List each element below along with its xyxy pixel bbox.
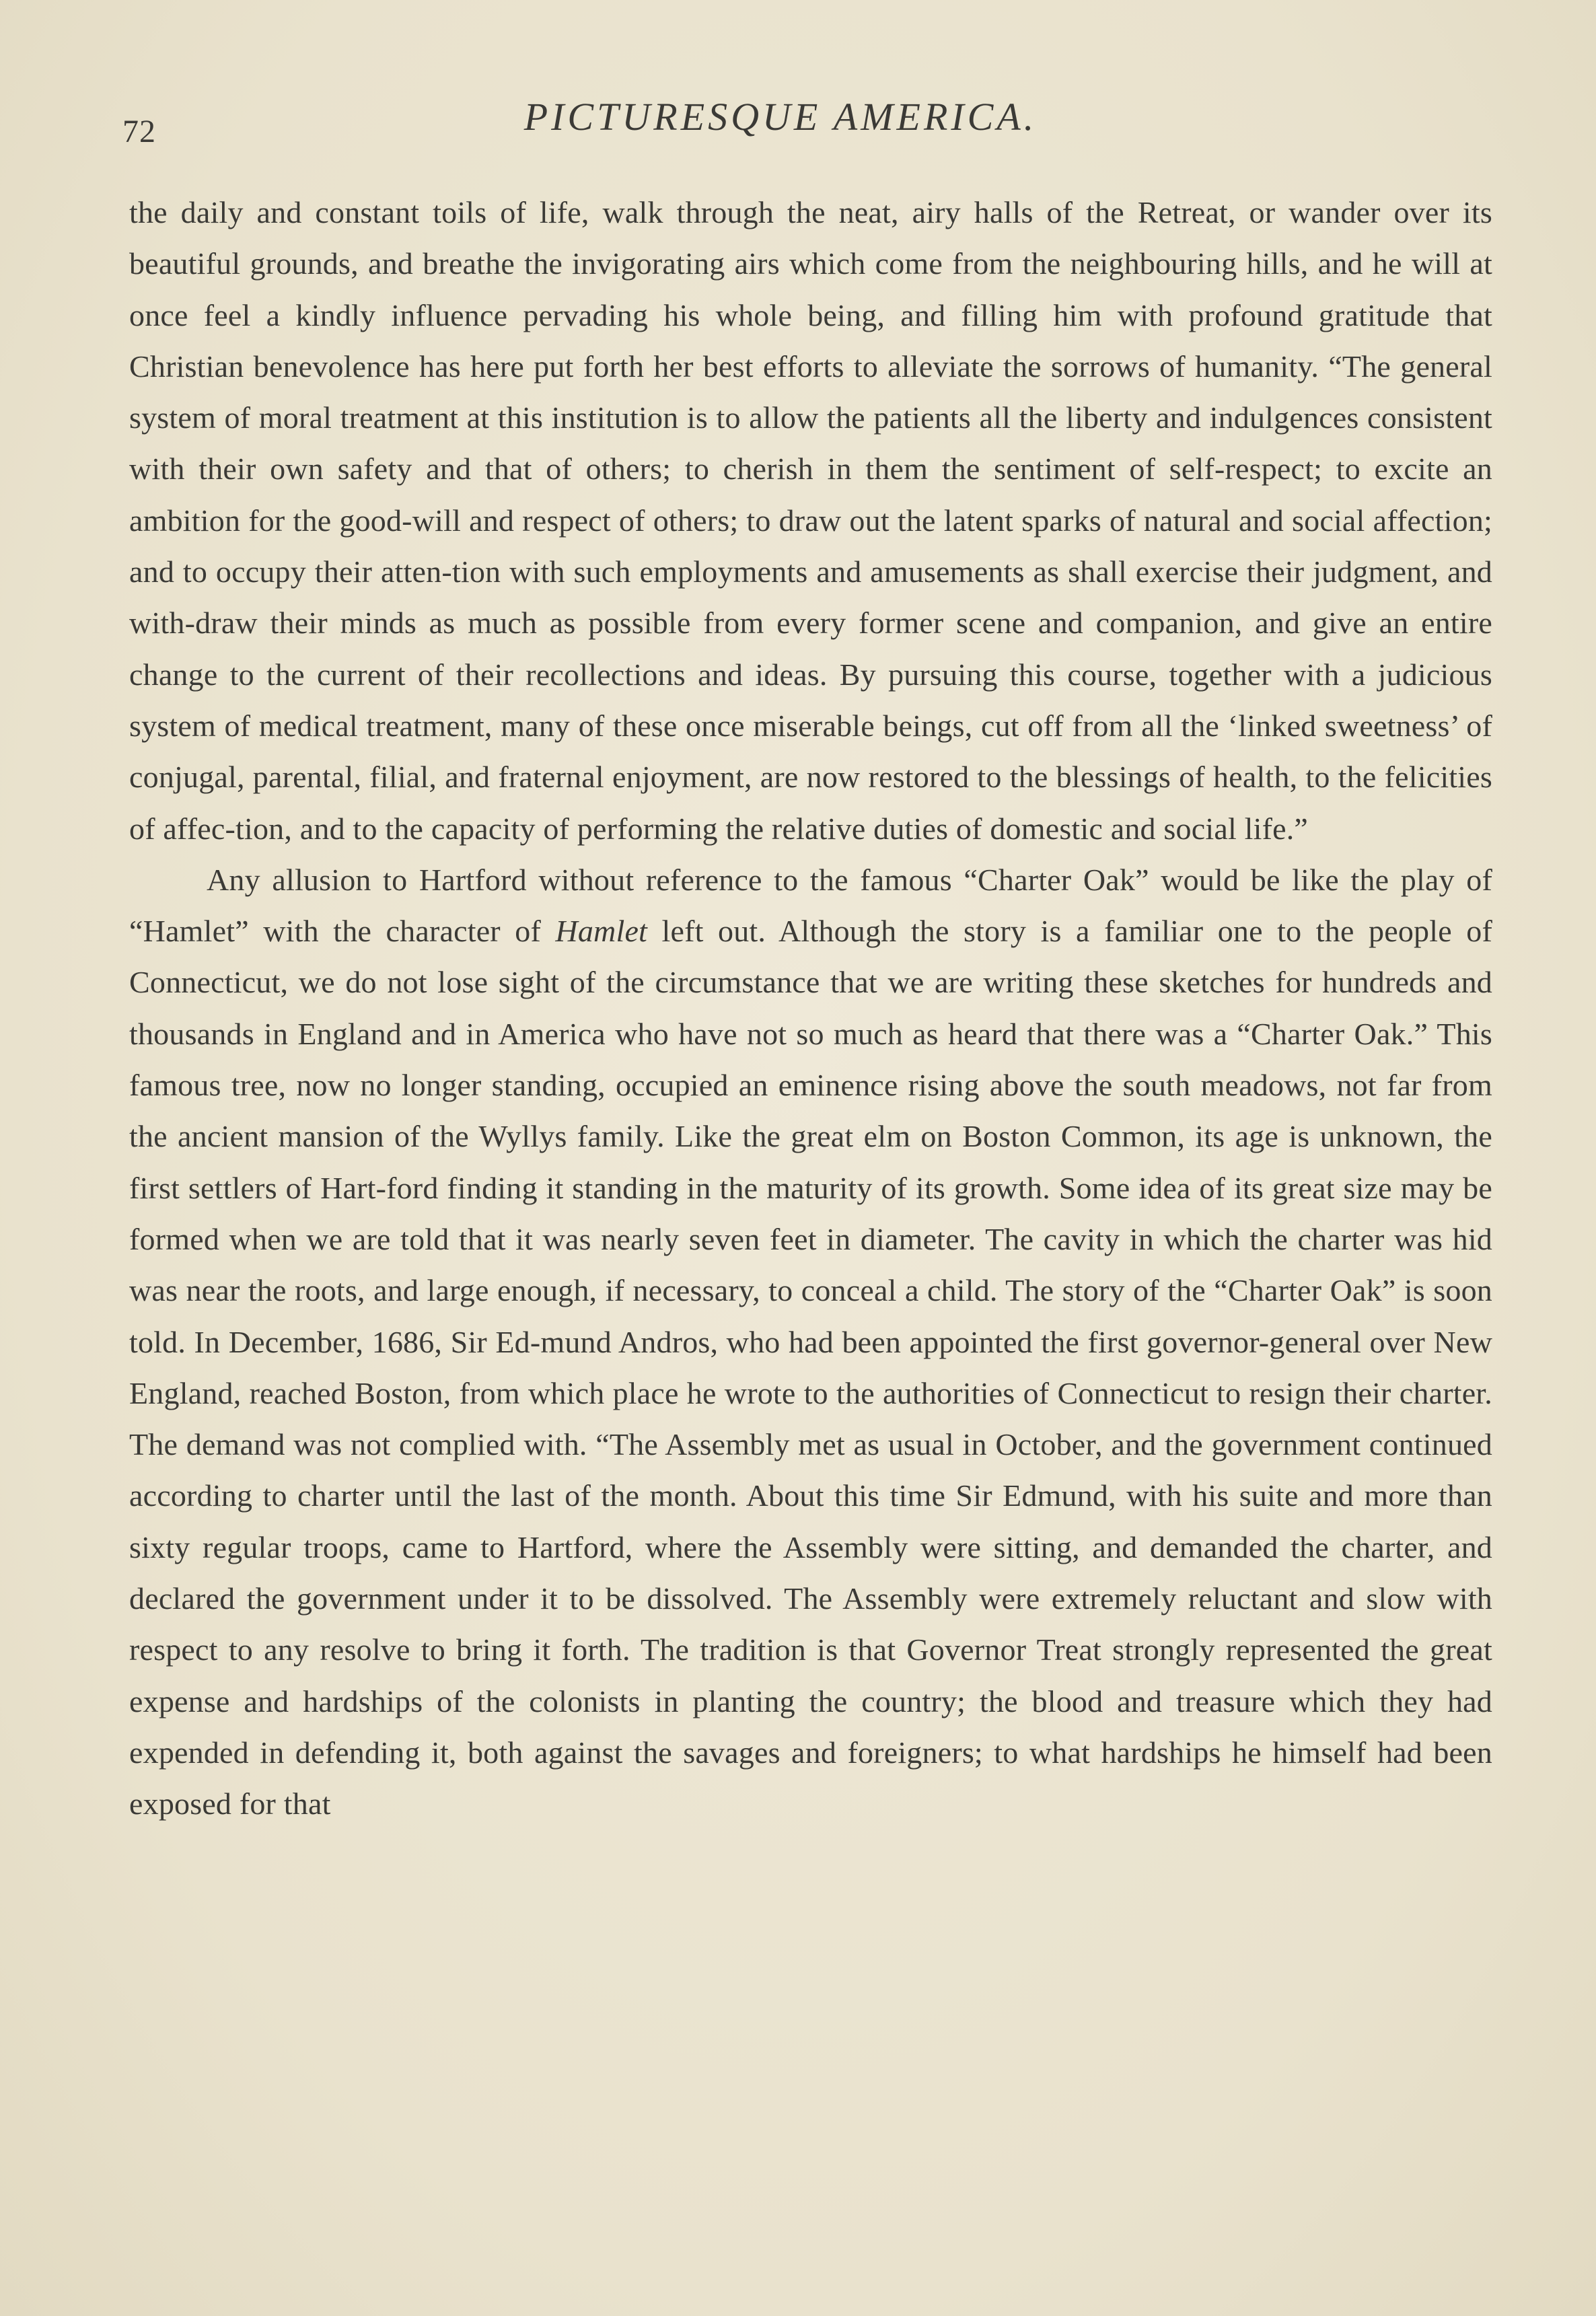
running-title: PICTURESQUE AMERICA.	[523, 95, 1038, 139]
paragraph-2-italic-title: Hamlet	[555, 914, 648, 949]
paragraph-1: the daily and constant toils of life, walk through the neat, airy halls of the Retreat, or wander over its beautiful grounds, and breathe the invigorating airs which come from the neighbouring hills, and he will at once feel a kindly influence pervading his whole being, and filling him with profound gratitude that Christian benevolence has here put forth her best efforts to alleviate the sorrows of humanity. “The general system of moral treatment at this institution is to allow the patients all the liberty and indulgences consistent with their own safety and that of others; to cherish in them the sentiment of self-respect; to excite an ambition for the good-will and respect of others; to draw out the latent sparks of natural and social affection; and to occupy their atten-tion with such employments and amusements as shall exercise their judgment, and with-draw their minds as much as possible from every former scene and companion, and give an entire change to the current of their recollections and ideas. By pursuing this course, together with a judicious system of medical treatment, many of these once miserable beings, cut off from all the ‘linked sweetness’ of conjugal, parental, filial, and fraternal enjoyment, are now restored to the blessings of health, to the felicities of affec-tion, and to the capacity of performing the relative duties of domestic and social life.”	[129, 195, 1492, 846]
body-text	[129, 187, 1492, 1830]
paragraph-2-text-start: Any allusion to Hartford without reference to the famous “Charter Oak” would be like the play of “Hamlet” with the character of	[129, 862, 1492, 949]
page-number: 72	[122, 114, 156, 149]
paragraph-2-text-end: left out. Although the story is a familiar one to the people of Connecticut, we do not lose sight of the circumstance that we are writing these sketches for hundreds and thousands in England and in America who have not so much as heard that there was a “Charter Oak.” This famous tree, now no longer standing, occupied an eminence rising above the south meadows, not far from the ancient mansion of the Wyllys family. Like the great elm on Boston Common, its age is unknown, the first settlers of Hart-ford finding it standing in the maturity of its growth. Some idea of its great size may be formed when we are told that it was nearly seven feet in diameter. The cavity in which the charter was hid was near the roots, and large enough, if necessary, to conceal a child. The story of the “Charter Oak” is soon told. In December, 1686, Sir Ed-mund Andros, who had been appointed the first governor-general over New England, reached Boston, from which place he wrote to the authorities of Connecticut to resign their charter. The demand was not complied with. “The Assembly met as usual in October, and the government continued according to charter until the last of the month. About this time Sir Edmund, with his suite and more than sixty regular troops, came to Hartford, where the Assembly were sitting, and demanded the charter, and declared the government under it to be dissolved. The Assembly were extremely reluctant and slow with respect to any resolve to bring it forth. The tradition is that Governor Treat strongly represented the great expense and hardships of the colonists in planting the country; the blood and treasure which they had expended in defending it, both against the savages and foreigners; to what hardships he himself had been exposed for that	[129, 914, 1492, 1821]
paragraph-2	[129, 855, 1492, 1830]
